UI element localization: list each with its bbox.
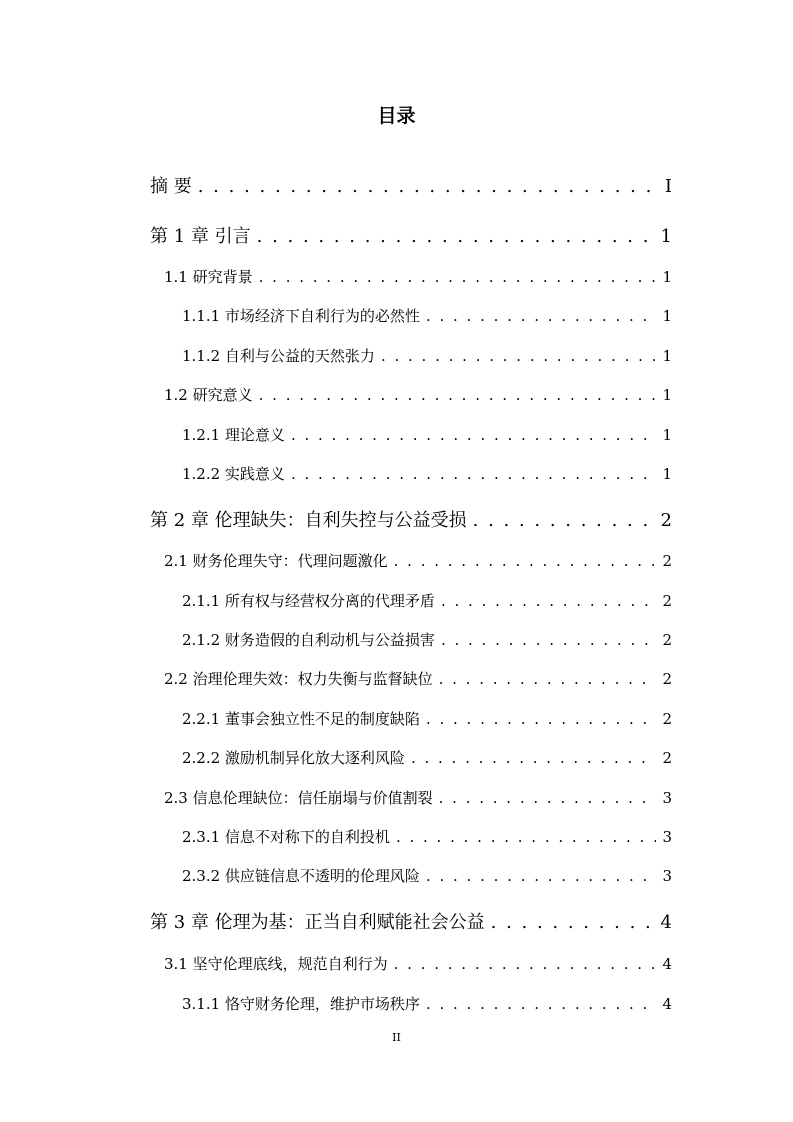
toc-entry-page: 1 — [662, 268, 672, 286]
toc-entry-page: 1 — [662, 307, 672, 325]
toc-entry-text: 3.1 坚守伦理底线，规范自利行为 — [164, 955, 388, 973]
toc-entry-text: 2.2 治理伦理失效：权力失衡与监督缺位 — [164, 670, 433, 688]
toc-entry[interactable] — [164, 384, 672, 406]
toc-entry-text: 2.2.1 董事会独立性不足的制度缺陷 — [182, 710, 420, 728]
toc-entry[interactable] — [164, 266, 672, 288]
toc-dot-leader — [441, 592, 657, 610]
toc-entry-text: 1.1.1 市场经济下自利行为的必然性 — [182, 307, 420, 325]
toc-dot-leader — [394, 552, 657, 570]
toc-entry-page: I — [664, 176, 672, 197]
toc-dot-leader — [426, 995, 657, 1013]
toc-dot-leader — [426, 710, 657, 728]
toc-dot-leader — [394, 955, 657, 973]
toc-entry[interactable] — [182, 463, 672, 485]
toc-entry-text: 2.1.2 财务造假的自利动机与公益损害 — [182, 631, 435, 649]
toc-dot-leader — [259, 268, 657, 286]
toc-entry-text: 第 2 章 伦理缺失：自利失控与公益受损 — [150, 510, 467, 531]
toc-dot-leader — [257, 226, 655, 247]
toc-entry-page: 2 — [662, 552, 672, 570]
toc-entry-page: 1 — [662, 465, 672, 483]
toc-entry-text: 2.1 财务伦理失守：代理问题激化 — [164, 552, 388, 570]
toc-entry[interactable] — [164, 787, 672, 809]
toc-entry-page: 3 — [662, 867, 672, 885]
toc-entry-page: 4 — [662, 995, 672, 1013]
toc-dot-leader — [426, 867, 657, 885]
toc-entry[interactable] — [150, 506, 672, 532]
toc-entry[interactable] — [182, 865, 672, 887]
toc-entry-page: 3 — [662, 789, 672, 807]
toc-entry-page: 2 — [662, 592, 672, 610]
toc-dot-leader — [426, 307, 657, 325]
toc-dot-leader — [198, 176, 659, 197]
toc-entry-text: 第 3 章 伦理为基：正当自利赋能社会公益 — [150, 912, 485, 933]
toc-entry[interactable] — [164, 953, 672, 975]
toc-entry[interactable] — [182, 629, 672, 651]
toc-dot-leader — [439, 789, 657, 807]
toc-entry[interactable] — [150, 908, 672, 934]
toc-dot-leader — [291, 465, 657, 483]
toc-entry[interactable] — [182, 747, 672, 769]
toc-entry[interactable] — [182, 708, 672, 730]
toc-entry-page: 1 — [662, 386, 672, 404]
toc-entry[interactable] — [150, 222, 672, 248]
toc-entry-text: 1.2 研究意义 — [164, 386, 253, 404]
toc-entry[interactable] — [182, 424, 672, 446]
toc-entry-text: 1.2.1 理论意义 — [182, 426, 285, 444]
toc-entry[interactable] — [182, 993, 672, 1015]
toc-entry-page: 1 — [662, 426, 672, 444]
toc-entry-page: 4 — [660, 912, 672, 933]
toc-entry-page: 2 — [662, 710, 672, 728]
toc-entry-page: 1 — [662, 347, 672, 365]
toc-entry-text: 2.3.2 供应链信息不透明的伦理风险 — [182, 867, 420, 885]
toc-dot-leader — [439, 670, 657, 688]
toc-dot-leader — [381, 347, 657, 365]
toc-entry[interactable] — [182, 305, 672, 327]
toc-dot-leader — [491, 912, 655, 933]
toc-entry-text: 2.3 信息伦理缺位：信任崩塌与价值割裂 — [164, 789, 433, 807]
toc-entry-page: 2 — [662, 670, 672, 688]
toc-entry-text: 1.1 研究背景 — [164, 268, 253, 286]
toc-entry-text: 1.2.2 实践意义 — [182, 465, 285, 483]
toc-entry-page: 2 — [662, 631, 672, 649]
toc-dot-leader — [259, 386, 657, 404]
toc-entry[interactable] — [182, 345, 672, 367]
toc-entry[interactable] — [164, 668, 672, 690]
toc-entry-page: 2 — [662, 749, 672, 767]
toc-dot-leader — [396, 828, 657, 846]
toc-entry-page: 4 — [662, 955, 672, 973]
toc-entry-page: 1 — [660, 226, 672, 247]
toc-dot-leader — [441, 631, 657, 649]
toc-entry[interactable] — [150, 172, 672, 198]
toc-dot-leader — [473, 510, 655, 531]
toc-dot-leader — [291, 426, 657, 444]
toc-entry-text: 1.1.2 自利与公益的天然张力 — [182, 347, 375, 365]
toc-title: 目录 — [377, 105, 416, 127]
toc-entry[interactable] — [182, 826, 672, 848]
toc-entry-text: 3.1.1 恪守财务伦理，维护市场秩序 — [182, 995, 420, 1013]
toc-entry[interactable] — [164, 550, 672, 572]
toc-entry-text: 2.1.1 所有权与经营权分离的代理矛盾 — [182, 592, 435, 610]
page-number: II — [392, 1031, 401, 1044]
toc-entry[interactable] — [182, 590, 672, 612]
toc-entry-text: 2.3.1 信息不对称下的自利投机 — [182, 828, 390, 846]
toc-entry-page: 2 — [660, 510, 672, 531]
toc-entry-text: 摘 要 — [150, 176, 192, 197]
toc-entry-page: 3 — [662, 828, 672, 846]
toc-entry-text: 第 1 章 引言 — [150, 226, 251, 247]
toc-dot-leader — [411, 749, 657, 767]
toc-entry-text: 2.2.2 激励机制异化放大逐利风险 — [182, 749, 405, 767]
